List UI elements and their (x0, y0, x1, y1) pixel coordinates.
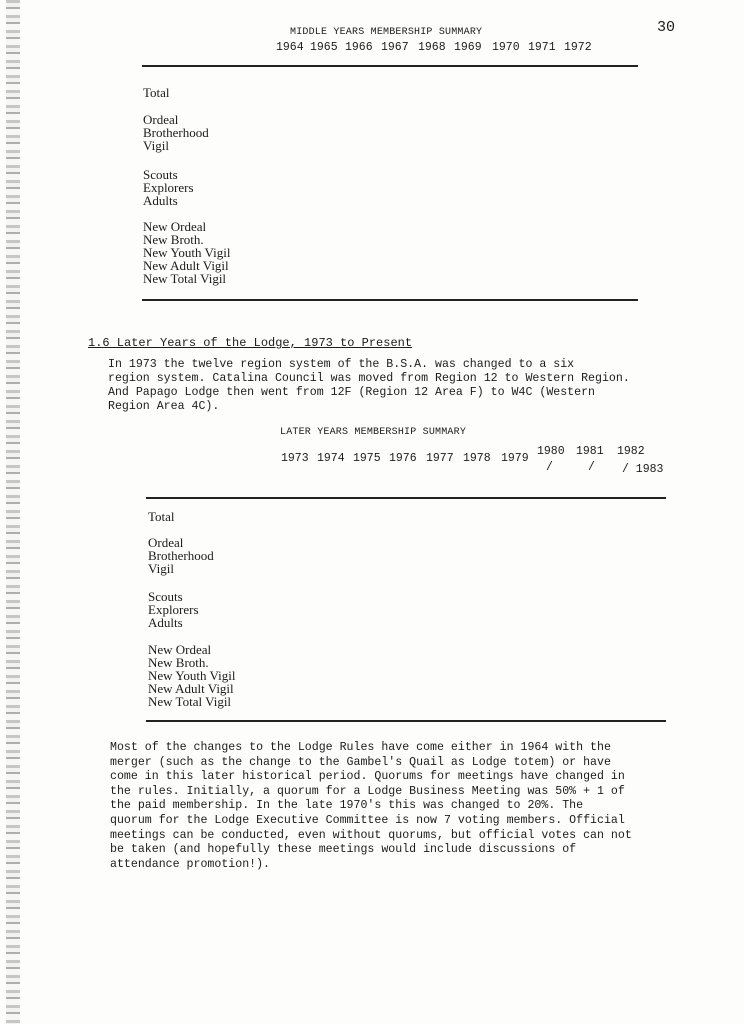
paragraph-line: And Papago Lodge then went from 12F (Region 12 Area F) to W4C (Western (108, 386, 596, 399)
year-annotation: / (546, 461, 553, 474)
paragraph-line: Region Area 4C). (108, 400, 220, 413)
year-header: 1980 (537, 445, 565, 458)
paragraph-line: attendance promotion!). (110, 857, 271, 871)
row-label: Brotherhood (148, 548, 214, 563)
middle-top-rule (142, 65, 638, 67)
year-header: 1968 (418, 41, 446, 54)
year-annotation: / (588, 461, 595, 474)
year-header: 1982 (617, 445, 645, 458)
row-label: Adults (148, 615, 183, 630)
paragraph-line: the paid membership. In the late 1970's this was changed to 20%. The (110, 799, 584, 813)
year-header: 1967 (381, 41, 409, 54)
year-header: 1974 (317, 452, 345, 465)
row-label: Total (148, 509, 175, 524)
row-label: Vigil (143, 138, 169, 153)
paragraph-line: quorum for the Lodge Executive Committee is now 7 voting members. Official (110, 814, 625, 827)
later-years-title: LATER YEARS MEMBERSHIP SUMMARY (280, 427, 467, 438)
year-header: 1977 (426, 452, 454, 465)
later-top-rule (146, 497, 666, 499)
paragraph-line: be taken (and hopefully these meetings would include discussions of (110, 843, 577, 857)
paragraph-line: the rules. Initially, a quorum for a Lodge Business Meeting was 50% + 1 of (110, 784, 625, 798)
paragraph-line: merger (such as the change to the Gambel's Quail as Lodge totem) or have (110, 755, 611, 769)
year-annotation: / 1983 (622, 463, 664, 476)
year-header: 1964 (276, 41, 304, 54)
year-header: 1973 (281, 452, 309, 465)
year-header: 1969 (454, 41, 482, 54)
row-label: New Youth Vigil (143, 245, 231, 260)
year-header: 1981 (576, 445, 604, 458)
row-label: Scouts (143, 167, 178, 182)
row-label: Total (143, 85, 170, 100)
row-label: New Adult Vigil (143, 258, 229, 273)
row-label: Ordeal (143, 112, 179, 127)
row-label: New Ordeal (143, 219, 207, 234)
later-bottom-rule (146, 720, 666, 722)
row-label: New Ordeal (148, 642, 212, 657)
row-label: Explorers (148, 602, 199, 617)
row-label: New Total Vigil (143, 271, 227, 286)
row-label: Explorers (143, 180, 194, 195)
middle-bottom-rule (142, 299, 638, 301)
row-label: Adults (143, 193, 178, 208)
paragraph-line: Most of the changes to the Lodge Rules have come either in 1964 with the (110, 741, 611, 754)
paragraph-line: come in this later historical period. Quorums for meetings have changed in (110, 770, 625, 784)
year-header: 1978 (463, 452, 491, 465)
row-label: New Broth. (148, 655, 209, 670)
middle-years-title: MIDDLE YEARS MEMBERSHIP SUMMARY (290, 27, 483, 38)
year-header: 1965 (310, 41, 338, 54)
row-label: Ordeal (148, 535, 184, 550)
row-label: New Adult Vigil (148, 681, 234, 696)
row-label: Vigil (148, 561, 174, 576)
paragraph-line: meetings can be conducted, even without quorums, but official votes can not (110, 828, 632, 842)
row-label: Brotherhood (143, 125, 209, 140)
year-header: 1972 (564, 41, 592, 54)
year-header: 1979 (501, 452, 529, 465)
binding-edge (6, 0, 20, 1024)
section-title: 1.6 Later Years of the Lodge, 1973 to Present (88, 336, 413, 350)
year-header: 1970 (492, 41, 520, 54)
year-header: 1975 (353, 452, 381, 465)
row-label: New Total Vigil (148, 694, 232, 709)
page-number: 30 (657, 19, 676, 36)
year-header: 1976 (389, 452, 417, 465)
paragraph-line: region system. Catalina Council was moved from Region 12 to Western Region. (108, 372, 630, 385)
year-header: 1966 (345, 41, 373, 54)
row-label: New Youth Vigil (148, 668, 236, 683)
row-label: Scouts (148, 589, 183, 604)
year-header: 1971 (528, 41, 556, 54)
paragraph-line: In 1973 the twelve region system of the B.S.A. was changed to a six (108, 358, 575, 371)
row-label: New Broth. (143, 232, 204, 247)
